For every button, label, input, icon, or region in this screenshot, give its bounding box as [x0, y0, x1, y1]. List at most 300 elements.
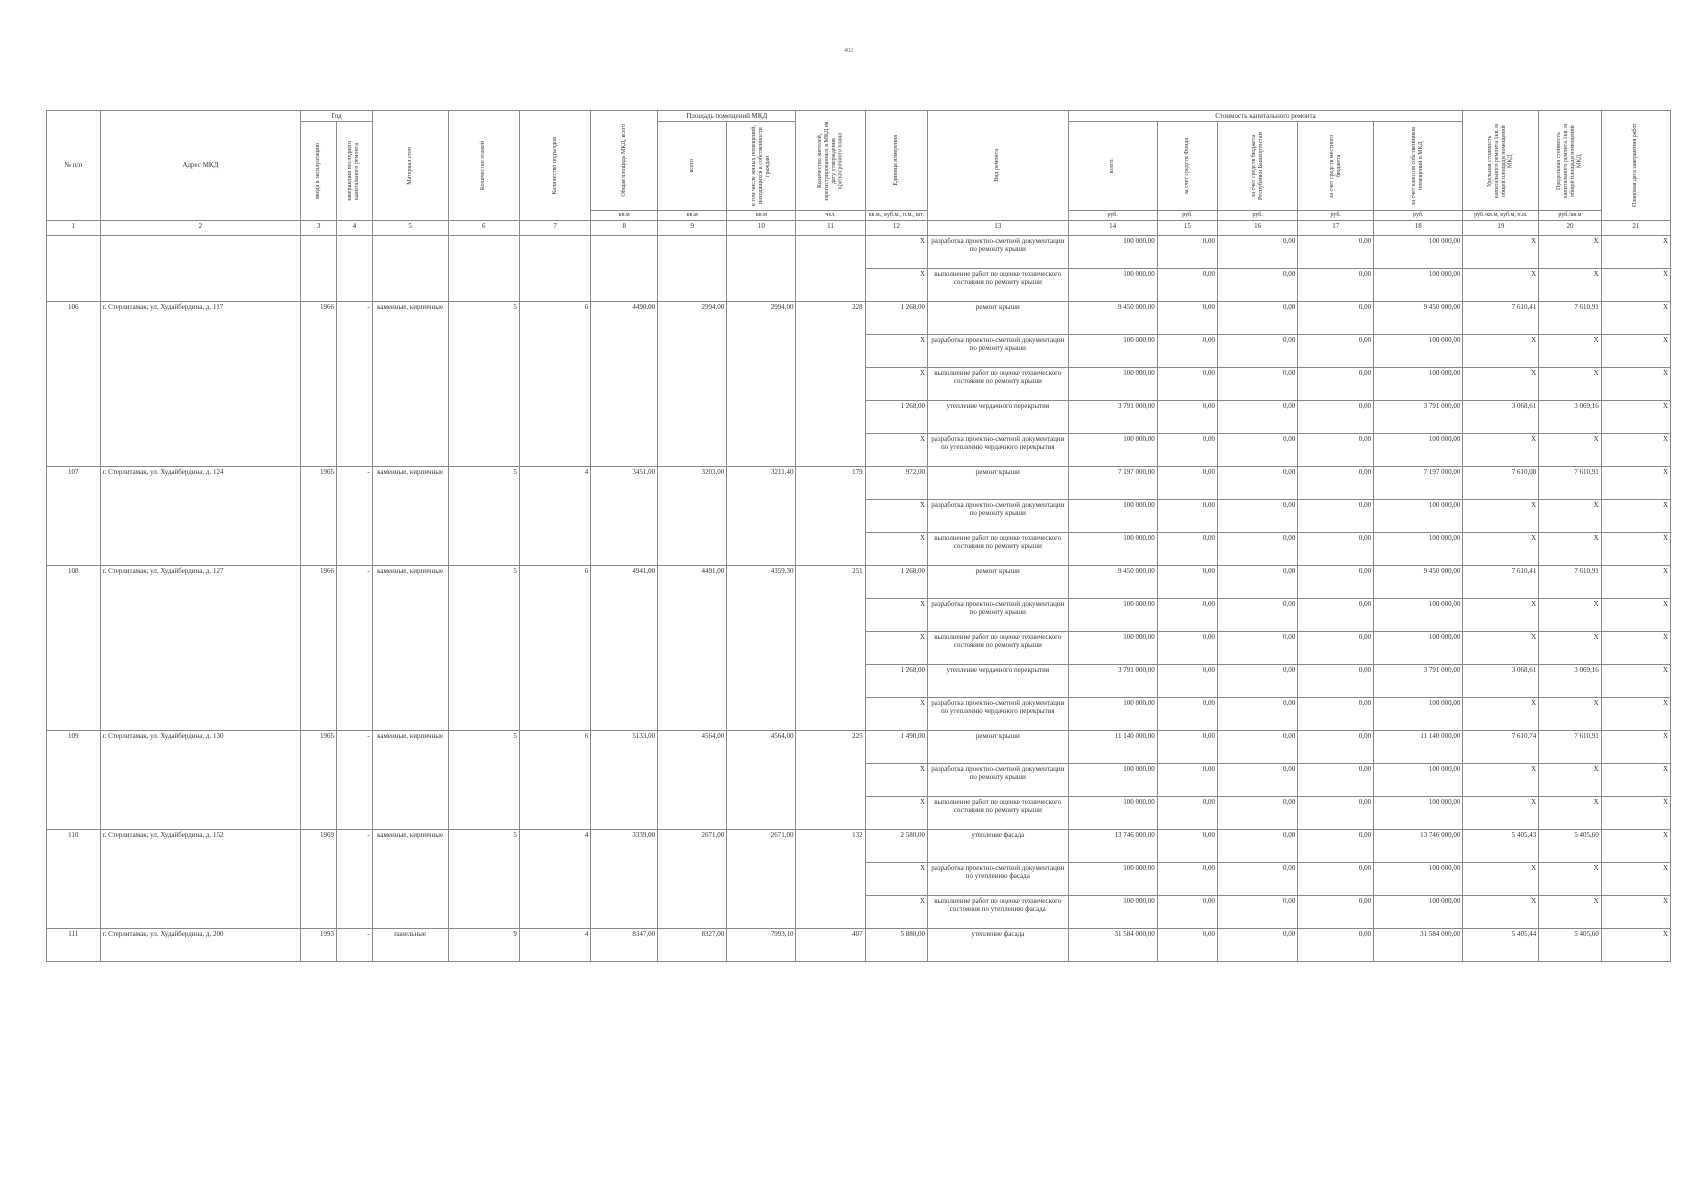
row-cost-local: 0,00: [1298, 796, 1374, 829]
column-number: 6: [448, 220, 519, 235]
row-entrances: [519, 235, 590, 301]
column-number: 18: [1374, 220, 1463, 235]
row-premises-residential: 2671,00: [727, 829, 796, 928]
header-no: № п/п: [47, 111, 101, 221]
row-year-last-repair: -: [336, 466, 372, 565]
row-cost-republic: 0,00: [1218, 433, 1298, 466]
row-wall-material: каменные, кирпичные: [372, 829, 448, 928]
row-cost-republic: 0,00: [1218, 301, 1298, 334]
row-cost-fund: 0,00: [1157, 235, 1217, 268]
row-cost-local: 0,00: [1298, 301, 1374, 334]
row-completion-date: X: [1601, 631, 1670, 664]
row-cost-local: 0,00: [1298, 334, 1374, 367]
capital-repair-table: [46, 110, 1671, 962]
row-cost-local: 0,00: [1298, 235, 1374, 268]
row-work-type: ремонт крыши: [928, 301, 1069, 334]
row-max-cost: X: [1539, 268, 1601, 301]
row-max-cost: X: [1539, 697, 1601, 730]
row-unit: 1 490,00: [865, 730, 927, 763]
row-completion-date: X: [1601, 400, 1670, 433]
row-cost-republic: 0,00: [1218, 598, 1298, 631]
unit-premises-res: кв.м: [727, 211, 796, 221]
row-unit: X: [865, 631, 927, 664]
unit-cost-local: руб.: [1298, 211, 1374, 221]
row-cost-republic: 0,00: [1218, 928, 1298, 961]
column-number: 19: [1463, 220, 1539, 235]
row-cost-owners: 100 000,00: [1374, 235, 1463, 268]
row-cost-local: 0,00: [1298, 466, 1374, 499]
row-max-cost: X: [1539, 763, 1601, 796]
row-cost-fund: 0,00: [1157, 598, 1217, 631]
row-cost-fund: 0,00: [1157, 730, 1217, 763]
row-cost-republic: 0,00: [1218, 499, 1298, 532]
row-cost-local: 0,00: [1298, 367, 1374, 400]
row-unit: X: [865, 895, 927, 928]
row-unit-cost: X: [1463, 433, 1539, 466]
row-cost-fund: 0,00: [1157, 829, 1217, 862]
column-number: 21: [1601, 220, 1670, 235]
row-entrances: 4: [519, 928, 590, 961]
row-completion-date: X: [1601, 862, 1670, 895]
column-number: 2: [100, 220, 301, 235]
row-max-cost: X: [1539, 598, 1601, 631]
row-cost-owners: 13 746 000,00: [1374, 829, 1463, 862]
row-cost-fund: 0,00: [1157, 367, 1217, 400]
row-completion-date: X: [1601, 565, 1670, 598]
row-cost-total: 100 000,00: [1068, 862, 1157, 895]
column-number: 16: [1218, 220, 1298, 235]
row-number: 111: [47, 928, 101, 961]
column-number: 14: [1068, 220, 1157, 235]
row-total-area: 8347,00: [591, 928, 658, 961]
row-work-type: выполнение работ по оценке технического состояния по утеплению фасада: [928, 895, 1069, 928]
row-unit-cost: 3 068,61: [1463, 400, 1539, 433]
header-cost-total: всего:: [1068, 122, 1157, 211]
row-unit: 1 268,00: [865, 565, 927, 598]
row-number: 109: [47, 730, 101, 829]
row-cost-owners: 11 140 000,00: [1374, 730, 1463, 763]
column-number-row: [47, 220, 1671, 235]
row-work-type: выполнение работ по оценке технического состояния по ремонту крыши: [928, 631, 1069, 664]
column-number: 8: [591, 220, 658, 235]
row-unit-cost: X: [1463, 268, 1539, 301]
table-row: [47, 466, 1671, 499]
row-cost-republic: 0,00: [1218, 796, 1298, 829]
row-address: г. Стерлитамак, ул. Худайбердина, д. 117: [100, 301, 301, 466]
row-cost-republic: 0,00: [1218, 400, 1298, 433]
row-unit: X: [865, 697, 927, 730]
row-max-cost: X: [1539, 433, 1601, 466]
header-year-group: Год: [301, 111, 372, 122]
row-address: г. Стерлитамак, ул. Худайбердина, д. 200: [100, 928, 301, 961]
header-cost-fund: за счет средств Фонда: [1157, 122, 1217, 211]
row-cost-republic: 0,00: [1218, 631, 1298, 664]
row-work-type: разработка проектно-сметной документации по ремонту крыши: [928, 763, 1069, 796]
row-cost-fund: 0,00: [1157, 763, 1217, 796]
row-residents: 407: [796, 928, 865, 961]
row-cost-owners: 100 000,00: [1374, 334, 1463, 367]
row-floors: [448, 235, 519, 301]
row-year-last-repair: -: [336, 730, 372, 829]
row-wall-material: панельные: [372, 928, 448, 961]
row-residents: 225: [796, 730, 865, 829]
row-residents: [796, 235, 865, 301]
row-completion-date: X: [1601, 532, 1670, 565]
row-wall-material: каменные, кирпичные: [372, 301, 448, 466]
row-completion-date: X: [1601, 796, 1670, 829]
row-completion-date: X: [1601, 895, 1670, 928]
row-cost-local: 0,00: [1298, 895, 1374, 928]
row-work-type: ремонт крыши: [928, 565, 1069, 598]
row-cost-owners: 100 000,00: [1374, 268, 1463, 301]
row-cost-owners: 100 000,00: [1374, 499, 1463, 532]
table-row: [47, 829, 1671, 862]
header-premises-total: всего: [658, 122, 727, 211]
row-work-type: разработка проектно-сметной документации по утеплению фасада: [928, 862, 1069, 895]
row-cost-republic: 0,00: [1218, 466, 1298, 499]
row-cost-owners: 100 000,00: [1374, 697, 1463, 730]
unit-cost-republic: руб.: [1218, 211, 1298, 221]
row-cost-republic: 0,00: [1218, 235, 1298, 268]
row-unit-cost: X: [1463, 334, 1539, 367]
row-unit-cost: 7 610,08: [1463, 466, 1539, 499]
row-total-area: 3451,00: [591, 466, 658, 565]
row-year-last-repair: -: [336, 829, 372, 928]
row-max-cost: X: [1539, 367, 1601, 400]
row-cost-total: 100 000,00: [1068, 268, 1157, 301]
row-residents: 179: [796, 466, 865, 565]
row-cost-owners: 100 000,00: [1374, 598, 1463, 631]
row-completion-date: X: [1601, 235, 1670, 268]
row-premises-total: 8327,00: [658, 928, 727, 961]
row-cost-owners: 3 791 000,00: [1374, 664, 1463, 697]
row-unit-cost: 5 405,43: [1463, 829, 1539, 862]
row-floors: 5: [448, 301, 519, 466]
row-max-cost: X: [1539, 631, 1601, 664]
row-year-commission: 1965: [301, 730, 337, 829]
row-total-area: 4490,00: [591, 301, 658, 466]
row-cost-fund: 0,00: [1157, 928, 1217, 961]
row-cost-local: 0,00: [1298, 730, 1374, 763]
row-max-cost: X: [1539, 499, 1601, 532]
row-entrances: 4: [519, 829, 590, 928]
row-cost-owners: 100 000,00: [1374, 862, 1463, 895]
row-wall-material: каменные, кирпичные: [372, 466, 448, 565]
row-cost-republic: 0,00: [1218, 829, 1298, 862]
row-cost-total: 31 584 000,00: [1068, 928, 1157, 961]
unit-residents: чел.: [796, 211, 865, 221]
row-work-type: разработка проектно-сметной документации по ремонту крыши: [928, 334, 1069, 367]
row-work-type: разработка проектно-сметной документации по утеплению чердачного перекрытия: [928, 697, 1069, 730]
table-header: [47, 111, 1671, 221]
row-number: 108: [47, 565, 101, 730]
unit-unit-cost: руб./кв.м, куб.м, п.м.: [1463, 211, 1539, 221]
row-residents: 132: [796, 829, 865, 928]
row-completion-date: X: [1601, 268, 1670, 301]
row-floors: 5: [448, 565, 519, 730]
row-cost-owners: 100 000,00: [1374, 631, 1463, 664]
row-premises-residential: 4359,30: [727, 565, 796, 730]
row-cost-total: 100 000,00: [1068, 895, 1157, 928]
row-cost-local: 0,00: [1298, 400, 1374, 433]
row-cost-total: 13 746 000,00: [1068, 829, 1157, 862]
row-cost-total: 100 000,00: [1068, 631, 1157, 664]
header-unit: Единица измерения: [865, 111, 927, 211]
row-unit: X: [865, 763, 927, 796]
header-residents: Количество жителей, зарегистрированных в МКД на дату утверждения краткосрочного плана: [796, 111, 865, 211]
row-cost-fund: 0,00: [1157, 301, 1217, 334]
page-number: 402: [844, 48, 853, 54]
row-completion-date: X: [1601, 730, 1670, 763]
column-number: 5: [372, 220, 448, 235]
row-max-cost: X: [1539, 334, 1601, 367]
row-cost-fund: 0,00: [1157, 664, 1217, 697]
row-cost-owners: 31 584 000,00: [1374, 928, 1463, 961]
row-cost-owners: 9 450 000,00: [1374, 565, 1463, 598]
column-number: 3: [301, 220, 337, 235]
row-unit: 2 580,00: [865, 829, 927, 862]
row-cost-total: 100 000,00: [1068, 598, 1157, 631]
row-max-cost: X: [1539, 895, 1601, 928]
column-number: 7: [519, 220, 590, 235]
row-cost-fund: 0,00: [1157, 334, 1217, 367]
row-unit-cost: 7 610,74: [1463, 730, 1539, 763]
unit-max-cost: руб./кв.м: [1539, 211, 1601, 221]
row-cost-republic: 0,00: [1218, 532, 1298, 565]
header-address: Адрес МКД: [100, 111, 301, 221]
row-unit: 1 268,00: [865, 400, 927, 433]
row-unit: X: [865, 334, 927, 367]
header-wall-material: Материал стен: [372, 111, 448, 221]
row-completion-date: X: [1601, 697, 1670, 730]
row-floors: 5: [448, 829, 519, 928]
row-cost-owners: 100 000,00: [1374, 532, 1463, 565]
table-row: [47, 565, 1671, 598]
row-year-commission: 1966: [301, 565, 337, 730]
row-address: г. Стерлитамак, ул. Худайбердина, д. 152: [100, 829, 301, 928]
row-entrances: 4: [519, 466, 590, 565]
row-work-type: ремонт крыши: [928, 466, 1069, 499]
row-cost-local: 0,00: [1298, 862, 1374, 895]
row-cost-owners: 100 000,00: [1374, 895, 1463, 928]
unit-total-area: кв.м: [591, 211, 658, 221]
header-work-type: Вид ремонта: [928, 111, 1069, 221]
row-max-cost: 5 405,60: [1539, 928, 1601, 961]
row-cost-total: 9 450 000,00: [1068, 565, 1157, 598]
row-max-cost: 7 610,91: [1539, 301, 1601, 334]
row-cost-republic: 0,00: [1218, 763, 1298, 796]
row-number: 106: [47, 301, 101, 466]
row-cost-owners: 100 000,00: [1374, 433, 1463, 466]
row-address: г. Стерлитамак, ул. Худайбердина, д. 124: [100, 466, 301, 565]
header-premises-residential: в том числе жилых помещений, находящихся в собственности граждан: [727, 122, 796, 211]
row-completion-date: X: [1601, 928, 1670, 961]
row-floors: 5: [448, 466, 519, 565]
row-premises-residential: 3211,40: [727, 466, 796, 565]
row-total-area: 3339,00: [591, 829, 658, 928]
row-cost-total: 3 791 000,00: [1068, 664, 1157, 697]
row-cost-fund: 0,00: [1157, 631, 1217, 664]
row-cost-fund: 0,00: [1157, 697, 1217, 730]
header-year-commission: ввода в эксплуатацию: [301, 122, 337, 221]
column-number: 11: [796, 220, 865, 235]
unit-cost-total: руб.: [1068, 211, 1157, 221]
row-unit: X: [865, 598, 927, 631]
row-cost-local: 0,00: [1298, 565, 1374, 598]
row-unit-cost: X: [1463, 895, 1539, 928]
row-residents: 228: [796, 301, 865, 466]
row-completion-date: X: [1601, 598, 1670, 631]
row-max-cost: 7 610,91: [1539, 730, 1601, 763]
row-cost-local: 0,00: [1298, 532, 1374, 565]
row-year-commission: 1966: [301, 301, 337, 466]
row-address: [100, 235, 301, 301]
table-row: [47, 301, 1671, 334]
table-row: [47, 235, 1671, 268]
row-cost-owners: 9 450 000,00: [1374, 301, 1463, 334]
row-cost-total: 100 000,00: [1068, 697, 1157, 730]
row-year-commission: 1993: [301, 928, 337, 961]
row-premises-residential: [727, 235, 796, 301]
column-number: 17: [1298, 220, 1374, 235]
row-unit-cost: X: [1463, 598, 1539, 631]
row-unit: X: [865, 235, 927, 268]
row-unit: X: [865, 532, 927, 565]
row-entrances: 6: [519, 565, 590, 730]
row-unit-cost: X: [1463, 367, 1539, 400]
row-unit: 1 268,00: [865, 301, 927, 334]
row-cost-owners: 100 000,00: [1374, 763, 1463, 796]
row-cost-local: 0,00: [1298, 697, 1374, 730]
row-premises-total: 3203,00: [658, 466, 727, 565]
row-cost-total: 100 000,00: [1068, 235, 1157, 268]
header-premises-group: Площадь помещений МКД: [658, 111, 796, 122]
row-completion-date: X: [1601, 466, 1670, 499]
row-cost-republic: 0,00: [1218, 367, 1298, 400]
row-number: 107: [47, 466, 101, 565]
header-max-cost: Предельная стоимость капитального ремонта 1кв. м общей площади помещений МКД: [1539, 111, 1601, 211]
row-completion-date: X: [1601, 334, 1670, 367]
row-year-last-repair: -: [336, 928, 372, 961]
row-address: г. Стерлитамак, ул. Худайбердина, д. 127: [100, 565, 301, 730]
row-unit-cost: X: [1463, 532, 1539, 565]
row-total-area: 4941,00: [591, 565, 658, 730]
row-cost-total: 100 000,00: [1068, 334, 1157, 367]
row-unit: 5 880,00: [865, 928, 927, 961]
row-unit-cost: X: [1463, 235, 1539, 268]
unit-cost-fund: руб.: [1157, 211, 1217, 221]
column-number: 12: [865, 220, 927, 235]
unit-cost-owners: руб.: [1374, 211, 1463, 221]
row-year-commission: 1969: [301, 829, 337, 928]
row-cost-republic: 0,00: [1218, 895, 1298, 928]
row-cost-fund: 0,00: [1157, 268, 1217, 301]
row-completion-date: X: [1601, 367, 1670, 400]
row-cost-republic: 0,00: [1218, 664, 1298, 697]
header-cost-local: за счет средств местного бюджета: [1298, 122, 1374, 211]
row-max-cost: 7 610,91: [1539, 466, 1601, 499]
row-unit: X: [865, 268, 927, 301]
column-number: 9: [658, 220, 727, 235]
header-cost-republic: за счет средств бюджета Республики Башкортостан: [1218, 122, 1298, 211]
row-unit-cost: X: [1463, 763, 1539, 796]
row-max-cost: 7 610,91: [1539, 565, 1601, 598]
row-cost-local: 0,00: [1298, 433, 1374, 466]
row-cost-republic: 0,00: [1218, 565, 1298, 598]
row-unit: 972,00: [865, 466, 927, 499]
row-unit-cost: 7 610,41: [1463, 565, 1539, 598]
row-work-type: утепление чердачного перекрытия: [928, 664, 1069, 697]
row-cost-local: 0,00: [1298, 499, 1374, 532]
row-premises-total: 4491,00: [658, 565, 727, 730]
row-unit-cost: 3 068,61: [1463, 664, 1539, 697]
row-work-type: выполнение работ по оценке технического состояния по ремонту крыши: [928, 268, 1069, 301]
row-max-cost: X: [1539, 862, 1601, 895]
row-total-area: [591, 235, 658, 301]
row-cost-owners: 7 197 000,00: [1374, 466, 1463, 499]
row-unit-cost: 5 405,44: [1463, 928, 1539, 961]
column-number: 20: [1539, 220, 1601, 235]
row-cost-total: 100 000,00: [1068, 532, 1157, 565]
row-cost-republic: 0,00: [1218, 730, 1298, 763]
row-cost-fund: 0,00: [1157, 862, 1217, 895]
row-cost-total: 3 791 000,00: [1068, 400, 1157, 433]
row-unit-cost: X: [1463, 697, 1539, 730]
row-completion-date: X: [1601, 433, 1670, 466]
row-unit: 1 268,00: [865, 664, 927, 697]
row-completion-date: X: [1601, 499, 1670, 532]
row-cost-total: 100 000,00: [1068, 433, 1157, 466]
column-number: 1: [47, 220, 101, 235]
row-cost-republic: 0,00: [1218, 334, 1298, 367]
row-completion-date: X: [1601, 301, 1670, 334]
row-cost-local: 0,00: [1298, 763, 1374, 796]
row-year-commission: 1965: [301, 466, 337, 565]
row-total-area: 5133,00: [591, 730, 658, 829]
header-cost-owners: за счет взносов собственников помещений в МКД: [1374, 122, 1463, 211]
unit-measure: кв.м., куб.м., п.м., шт.: [865, 211, 927, 221]
row-cost-owners: 3 791 000,00: [1374, 400, 1463, 433]
row-cost-total: 11 140 000,00: [1068, 730, 1157, 763]
row-address: г. Стерлитамак, ул. Худайбердина, д. 130: [100, 730, 301, 829]
row-work-type: разработка проектно-сметной документации по утеплению чердачного перекрытия: [928, 433, 1069, 466]
row-work-type: утепление фасада: [928, 928, 1069, 961]
row-cost-republic: 0,00: [1218, 268, 1298, 301]
row-cost-local: 0,00: [1298, 829, 1374, 862]
header-cost-group: Стоимость капитального ремонта: [1068, 111, 1463, 122]
row-cost-total: 100 000,00: [1068, 796, 1157, 829]
row-premises-residential: 2994,00: [727, 301, 796, 466]
row-unit: X: [865, 796, 927, 829]
row-cost-fund: 0,00: [1157, 565, 1217, 598]
header-entrances: Количество подъездов: [519, 111, 590, 221]
row-entrances: 6: [519, 301, 590, 466]
row-wall-material: [372, 235, 448, 301]
column-number: 15: [1157, 220, 1217, 235]
row-work-type: разработка проектно-сметной документации по ремонту крыши: [928, 499, 1069, 532]
row-max-cost: 3 069,16: [1539, 664, 1601, 697]
header-floors: Количество этажей: [448, 111, 519, 221]
row-cost-republic: 0,00: [1218, 697, 1298, 730]
row-unit-cost: X: [1463, 631, 1539, 664]
table-row: [47, 928, 1671, 961]
row-work-type: выполнение работ по оценке технического состояния по ремонту крыши: [928, 367, 1069, 400]
column-number: 13: [928, 220, 1069, 235]
row-max-cost: X: [1539, 796, 1601, 829]
row-cost-local: 0,00: [1298, 268, 1374, 301]
row-premises-total: 4564,00: [658, 730, 727, 829]
row-floors: 9: [448, 928, 519, 961]
